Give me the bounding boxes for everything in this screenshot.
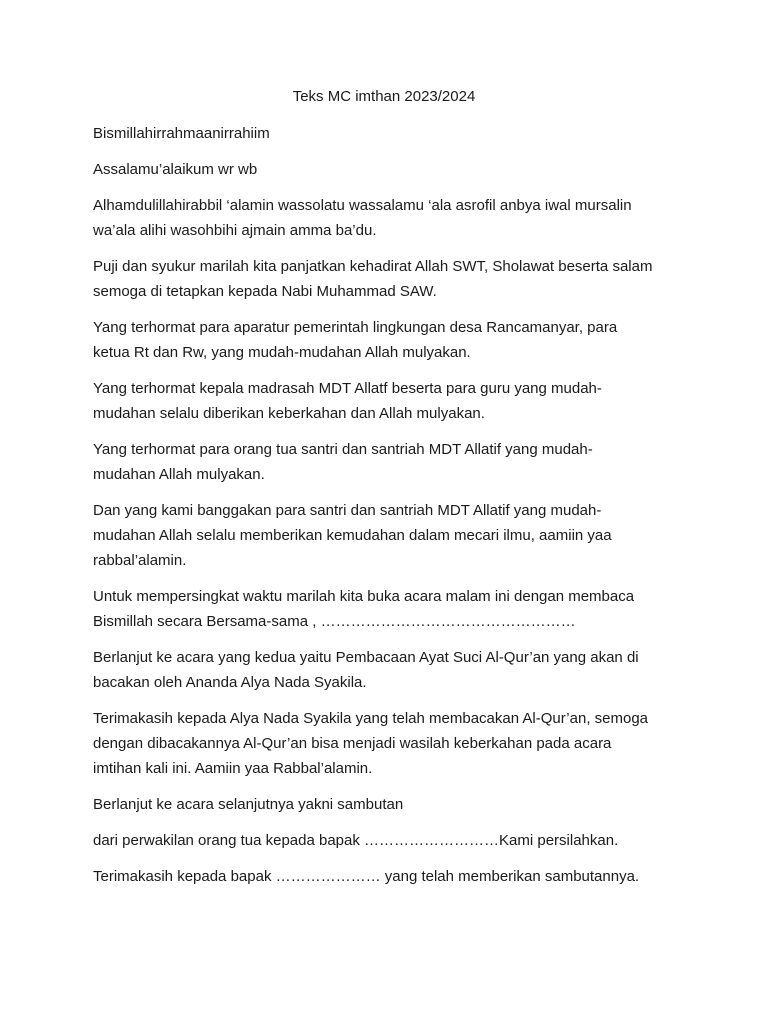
text-line: mudahan Allah selalu memberikan kemudahan dalam mecari ilmu, aamiin yaa [93, 527, 612, 544]
text-line: Untuk mempersingkat waktu marilah kita buka acara malam ini dengan membaca [93, 588, 635, 605]
text-line: Puji dan syukur marilah kita panjatkan kehadirat Allah SWT, Sholawat beserta salam [93, 258, 653, 275]
text-line: ketua Rt dan Rw, yang mudah-mudahan Allah mulyakan. [93, 344, 471, 361]
paragraph-greeting-officials [93, 315, 683, 365]
paragraph-next-speech [93, 792, 683, 817]
paragraph-thanks-reader [93, 706, 683, 781]
paragraph-puji-syukur [93, 254, 683, 304]
text-line: mudahan selalu diberikan keberkahan dan Allah mulyakan. [93, 405, 485, 422]
paragraph-basmalah [93, 121, 683, 146]
text-line: dari perwakilan orang tua kepada bapak ………………………Kami persilahkan. [93, 832, 619, 849]
paragraph-thanks-speaker [93, 864, 683, 889]
text-line: imtihan kali ini. Aamiin yaa Rabbal’alamin. [93, 760, 373, 777]
text-line: Terimakasih kepada bapak ………………… yang telah memberikan sambutannya. [93, 868, 640, 885]
text-line: Assalamu’alaikum wr wb [93, 161, 258, 178]
text-line: Bismillah secara Bersama-sama , …………………………………………… [93, 613, 576, 630]
text-line: bacakan oleh Ananda Alya Nada Syakila. [93, 674, 367, 691]
text-line: mudahan Allah mulyakan. [93, 466, 265, 483]
paragraph-parent-speech [93, 828, 683, 853]
text-line: Berlanjut ke acara selanjutnya yakni sambutan [93, 796, 404, 813]
text-line: Bismillahirrahmaanirrahiim [93, 125, 270, 142]
paragraph-greeting-parents [93, 437, 683, 487]
text-line: Dan yang kami banggakan para santri dan santriah MDT Allatif yang mudah- [93, 502, 602, 519]
text-line: Berlanjut ke acara yang kedua yaitu Pembacaan Ayat Suci Al-Qur’an yang akan di [93, 649, 639, 666]
text-line: wa’ala alihi wasohbihi ajmain amma ba’du. [93, 222, 377, 239]
paragraph-hamdalah [93, 193, 683, 243]
text-line: semoga di tetapkan kepada Nabi Muhammad SAW. [93, 283, 437, 300]
document-title: Teks MC imthan 2023/2024 [292, 88, 476, 105]
text-line: Yang terhormat para orang tua santri dan santriah MDT Allatif yang mudah- [93, 441, 593, 458]
document-body [93, 121, 683, 900]
paragraph-quran-reading [93, 645, 683, 695]
text-line: Alhamdulillahirabbil ‘alamin wassolatu wassalamu ‘ala asrofil anbya iwal mursalin [93, 197, 632, 214]
text-line: Terimakasih kepada Alya Nada Syakila yang telah membacakan Al-Qur’an, semoga [93, 710, 649, 727]
paragraph-greeting-students [93, 498, 683, 573]
paragraph-opening [93, 584, 683, 634]
text-line: dengan dibacakannya Al-Qur’an bisa menjadi wasilah keberkahan pada acara [93, 735, 612, 752]
text-line: Yang terhormat kepala madrasah MDT Allatf beserta para guru yang mudah- [93, 380, 602, 397]
text-line: rabbal’alamin. [93, 552, 187, 569]
text-line: Yang terhormat para aparatur pemerintah lingkungan desa Rancamanyar, para [93, 319, 618, 336]
paragraph-greeting-headmaster [93, 376, 683, 426]
paragraph-salam [93, 157, 683, 182]
